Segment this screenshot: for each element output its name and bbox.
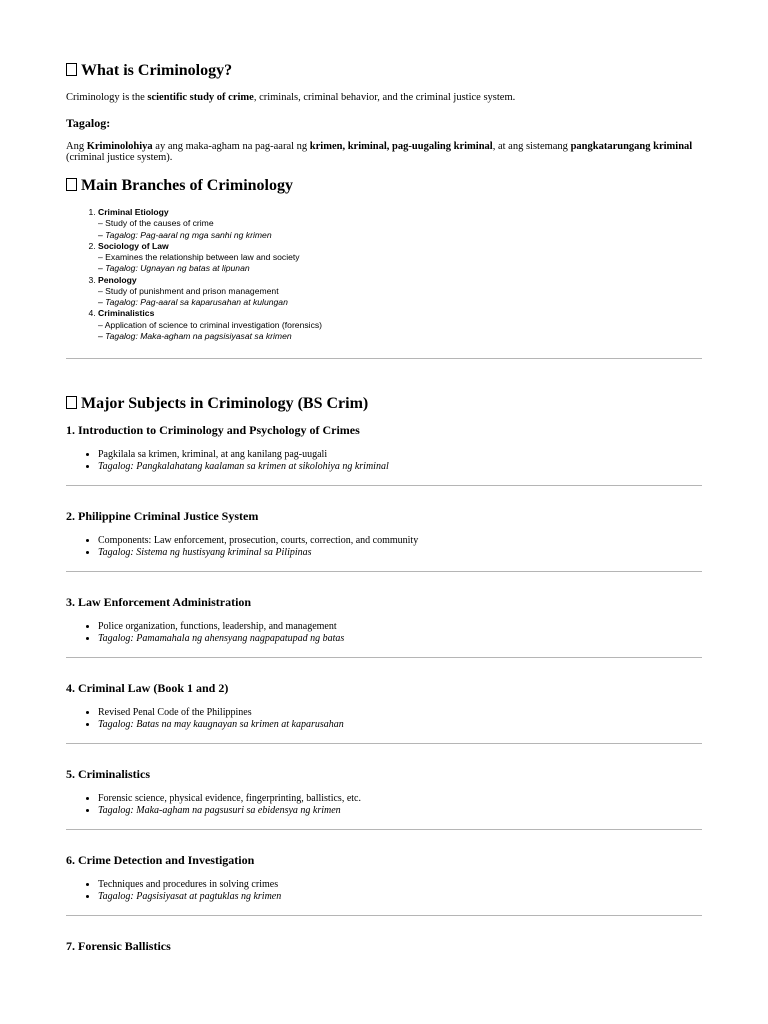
tl-label: Tagalog: [105, 263, 136, 274]
subject-desc: • Police organization, functions, leadership, and management: [98, 621, 344, 633]
heading-text: Major Subjects in Criminology (BS Crim): [81, 395, 369, 412]
subject-details: [66, 449, 389, 472]
branch-desc: – Study of punishment and prison management: [98, 285, 279, 296]
subject-title: 1. Introduction to Criminology and Psychology of Crimes: [66, 423, 360, 437]
tl-text-3: , at ang sistemang: [492, 141, 571, 152]
subject-details: [66, 879, 281, 902]
section-divider: [66, 485, 702, 486]
branch-name: 2. Sociology of Law: [98, 240, 169, 251]
tagalog-definition: [66, 141, 702, 163]
missing-glyph-icon: [66, 63, 77, 76]
main-branches-heading: [66, 177, 293, 195]
branch-desc: – Examines the relationship between law and society: [98, 252, 300, 262]
subject-desc: • Techniques and procedures in solving crimes: [98, 879, 281, 891]
branch-name: 4. Criminalistics: [98, 308, 155, 319]
tl-text: : Pag-aaral ng mga sanhi ng krimen: [135, 229, 272, 240]
branch-tagalog: [98, 230, 322, 241]
branch-tagalog: [98, 263, 322, 274]
def-bold: scientific study of crime: [147, 92, 254, 103]
subject-tagalog: • Tagalog: Pamamahala ng ahensyang nagpapatupad ng batas: [98, 633, 344, 645]
section-divider: [66, 571, 702, 572]
section-divider: [66, 829, 702, 830]
branch-desc: – Application of science to criminal investigation (forensics): [98, 319, 323, 330]
subject-details: [66, 621, 344, 644]
tl-bold: Kriminolohiya: [86, 141, 153, 152]
tl-text: : Pag-aaral sa kaparusahan at kulungan: [135, 297, 288, 307]
tl-prefix: –: [98, 330, 106, 341]
tl-text-2: ay ang maka-agham na pag-aaral ng: [152, 141, 310, 152]
branch-tagalog: [98, 331, 322, 342]
subject-desc: • Components: Law enforcement, prosecution, courts, correction, and community: [98, 535, 418, 547]
tl-text: Ang: [66, 141, 87, 152]
subject-tagalog: • Tagalog: Maka-agham na pagsusuri sa ebidensya ng krimen: [98, 805, 361, 817]
section-divider: [66, 657, 702, 658]
subject-details: [66, 793, 361, 816]
tl-label: Tagalog: [105, 229, 136, 240]
tl-bold-3: pangkatarungang kriminal: [570, 141, 693, 152]
subject-title: 3. Law Enforcement Administration: [66, 595, 252, 609]
subject-desc: • Pagkilala sa krimen, kriminal, at ang kanilang pag-uugali: [98, 449, 389, 461]
branch-name: 3. Penology: [98, 274, 137, 285]
section-divider: [66, 915, 702, 916]
branch-item: [98, 275, 322, 309]
subject-tagalog: • Tagalog: Batas na may kaugnayan sa krimen at kaparusahan: [98, 719, 344, 731]
subject-tagalog: • Tagalog: Sistema ng hustisyang kriminal sa Pilipinas: [98, 547, 418, 559]
branch-item: [98, 241, 322, 275]
branch-item: [98, 207, 322, 241]
missing-glyph-icon: [66, 396, 77, 409]
subject-tagalog: • Tagalog: Pagsisiyasat at pagtuklas ng krimen: [98, 891, 281, 903]
heading-text: What is Criminology?: [81, 62, 233, 79]
major-subjects-heading: [66, 395, 368, 413]
heading-text: Main Branches of Criminology: [81, 177, 293, 194]
subject-title: 2. Philippine Criminal Justice System: [66, 509, 259, 523]
subject-details: [66, 707, 344, 730]
tl-prefix: –: [98, 263, 106, 274]
criminology-definition: [66, 92, 702, 103]
what-is-criminology-heading: [66, 62, 232, 80]
subject-tagalog: • Tagalog: Pangkalahatang kaalaman sa krimen at sikolohiya ng kriminal: [98, 461, 389, 473]
section-divider: [66, 358, 702, 359]
section-divider: [66, 743, 702, 744]
missing-glyph-icon: [66, 178, 77, 191]
tagalog-label: Tagalog:: [66, 116, 111, 130]
subject-desc: • Revised Penal Code of the Philippines: [98, 707, 344, 719]
tl-label: Tagalog: [105, 297, 136, 307]
subject-title: 6. Crime Detection and Investigation: [66, 853, 255, 867]
subject-desc: • Forensic science, physical evidence, fingerprinting, ballistics, etc.: [98, 793, 361, 805]
def-text: Criminology is the: [66, 92, 148, 103]
tl-label: Tagalog: [105, 330, 136, 341]
branches-list: [66, 207, 322, 342]
branch-item: [98, 308, 322, 342]
tl-bold-2: krimen, kriminal, pag-uugaling kriminal: [309, 141, 493, 152]
tl-text-4: (criminal justice system).: [66, 152, 173, 163]
branch-desc: – Study of the causes of crime: [98, 218, 214, 229]
def-text-2: , criminals, criminal behavior, and the criminal justice system.: [253, 92, 516, 103]
branch-name: 1. Criminal Etiology: [98, 207, 169, 217]
tl-prefix: –: [98, 297, 106, 307]
branch-tagalog: [98, 297, 322, 308]
subject-title: 4. Criminal Law (Book 1 and 2): [66, 681, 229, 695]
subject-title: 7. Forensic Ballistics: [66, 939, 171, 953]
subject-title: 5. Criminalistics: [66, 767, 150, 781]
tl-text: : Ugnayan ng batas at lipunan: [135, 263, 250, 274]
tl-text: : Maka-agham na pagsisiyasat sa krimen: [135, 330, 292, 341]
tl-prefix: –: [98, 229, 106, 240]
subject-details: [66, 535, 418, 558]
